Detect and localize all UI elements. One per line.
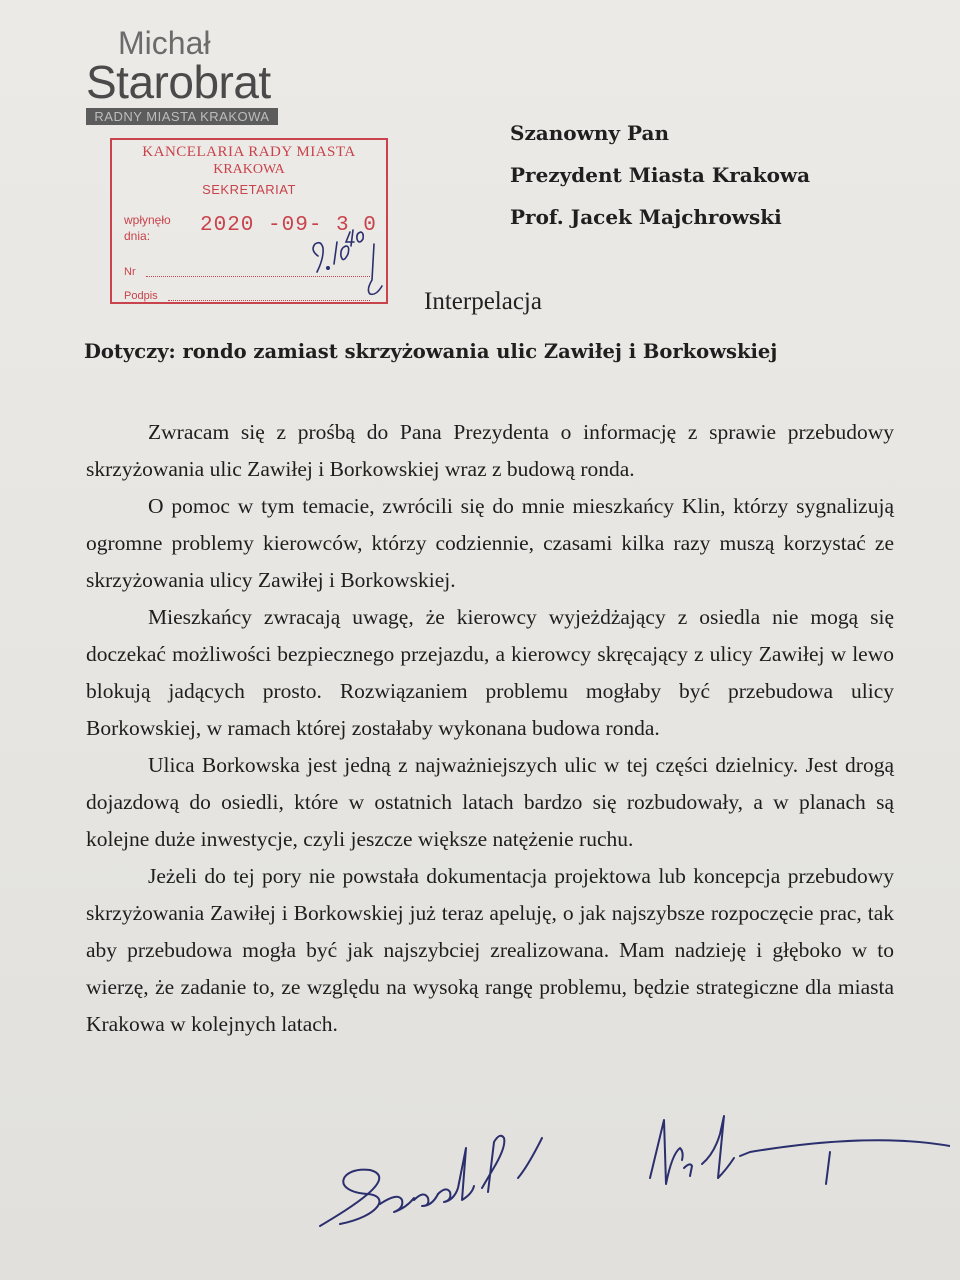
addressee-salutation: Szanowny Pan bbox=[510, 121, 669, 145]
body-paragraph: O pomoc w tym temacie, zwrócili się do mnie mieszkańcy Klin, którzy sygnalizują ogromne problemy kierowców, którzy codziennie, czasami kilka razy muszą korzystać ze skrzyżowania ulicy Zawiłej i Borkowskiej. bbox=[86, 494, 894, 592]
document-body bbox=[86, 414, 894, 1043]
stamp-office-name: KANCELARIA RADY MIASTA bbox=[142, 144, 356, 160]
document-title: Interpelacja bbox=[424, 288, 542, 315]
stamp-nr-label: Nr bbox=[124, 266, 136, 278]
stamp-city: KRAKOWA bbox=[213, 162, 285, 177]
author-logo bbox=[86, 26, 286, 126]
registry-stamp bbox=[110, 138, 388, 304]
addressee-position: Prezydent Miasta Krakowa bbox=[510, 163, 811, 187]
handwritten-signature-icon bbox=[310, 1108, 950, 1238]
stamp-date: 2020 -09- 3 0 bbox=[200, 214, 377, 237]
document-subject: Dotyczy: rondo zamiast skrzyżowania ulic Zawiłej i Borkowskiej bbox=[84, 340, 778, 363]
body-paragraph: Ulica Borkowska jest jedną z najważniejszych ulic w tej części dzielnicy. Jest drogą dojazdową do osiedli, które w ostatnich latach bardzo się rozbudowały, a w planach są kolejne duże inwestycje, czyli jeszcze większe natężenie ruchu. bbox=[86, 753, 894, 851]
logo-last-name: Starobrat bbox=[86, 56, 271, 108]
stamp-received-label: wpłynęło dnia: bbox=[124, 213, 171, 243]
stamp-department: SEKRETARIAT bbox=[202, 182, 296, 197]
body-paragraph: Jeżeli do tej pory nie powstała dokumentacja projektowa lub koncepcja przebudowy skrzyżowania Zawiłej i Borkowskiej już teraz apeluję, o jak najszybsze rozpoczęcie prac, tak aby przebudowa mogła być jak najszybciej zrealizowana. Mam nadzieję i głęboko w to wierzę, że zadanie to, ze względu na wysoką rangę problemu, będzie strategiczne dla miasta Krakowa w kolejnych latach. bbox=[86, 864, 894, 1036]
handwritten-time-icon bbox=[112, 140, 390, 306]
body-paragraph: Zwracam się z prośbą do Pana Prezydenta o informację z sprawie przebudowy skrzyżowania ulic Zawiłej i Borkowskiej wraz z budową ronda. bbox=[86, 420, 894, 481]
logo-subtitle: RADNY MIASTA KRAKOWA bbox=[86, 108, 278, 125]
body-paragraph: Mieszkańcy zwracają uwagę, że kierowcy wyjeżdżający z osiedla nie mogą się doczekać możliwości bezpiecznego przejazdu, a kierowcy skręcający z ulicy Zawiłej w lewo blokują jadących prosto. Rozwiązaniem problemu mogłaby być przebudowa ulicy Borkowskiej, w ramach której zostałaby wykonana budowa ronda. bbox=[86, 605, 894, 740]
addressee-block bbox=[510, 112, 810, 238]
stamp-signature-label: Podpis bbox=[124, 290, 158, 302]
addressee-name: Prof. Jacek Majchrowski bbox=[510, 205, 782, 229]
logo-first-name: Michał bbox=[118, 25, 211, 61]
